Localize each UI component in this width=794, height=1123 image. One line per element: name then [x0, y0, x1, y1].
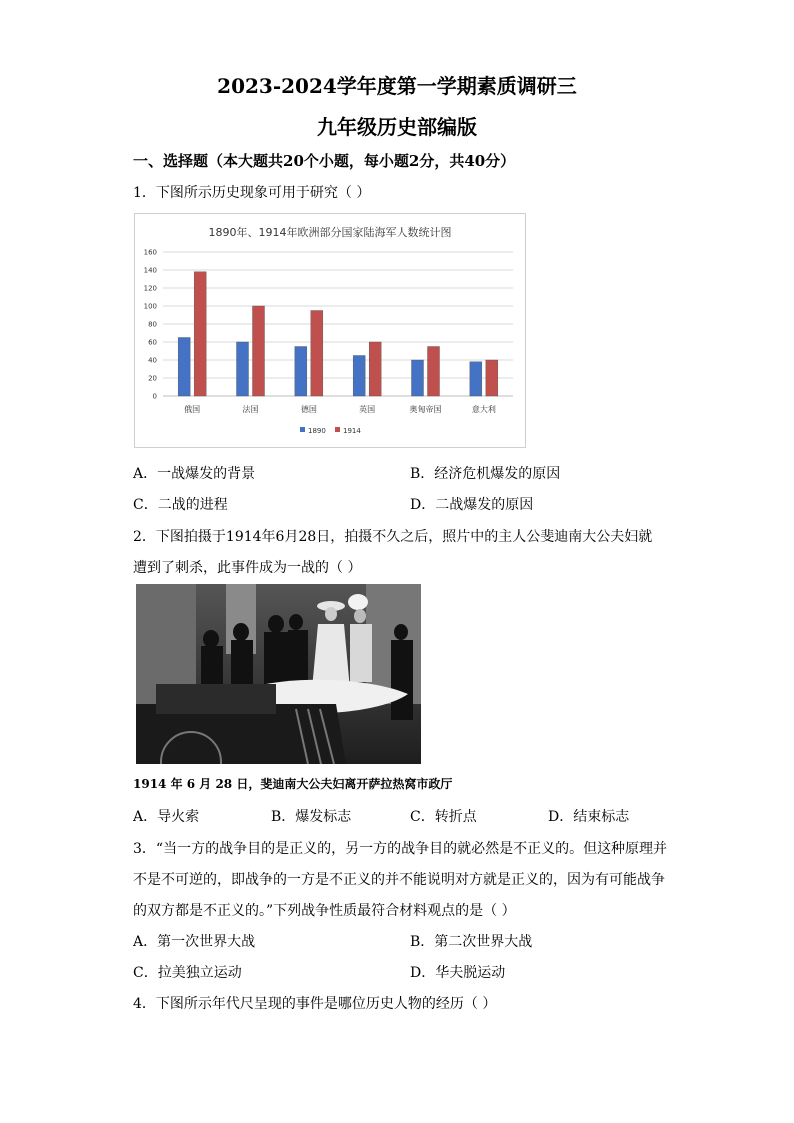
q1-option-c: C．二战的进程 [133, 497, 228, 513]
x-category-label: 俄国 [184, 405, 201, 414]
q2-option-b: B．爆发标志 [271, 809, 352, 825]
bar-1890-2 [295, 347, 307, 397]
bar-1890-5 [470, 362, 482, 396]
q1-option-d: D．二战爆发的原因 [410, 497, 534, 513]
exam-title: 2023-2024学年度第一学期素质调研三 [217, 74, 577, 98]
q3-option-a: A．第一次世界大战 [133, 934, 256, 950]
q1-option-b: B．经济危机爆发的原因 [410, 466, 561, 482]
historical-photo [136, 584, 421, 764]
y-tick-label: 60 [148, 338, 157, 347]
y-tick-label: 160 [143, 248, 157, 257]
q3-option-b: B．第二次世界大战 [410, 934, 533, 950]
question-2-stem-line2: 遭到了刺杀，此事件成为一战的（ ） [133, 560, 362, 576]
q3-option-d: D．华夫脱运动 [410, 965, 506, 981]
photo-caption: 1914 年 6 月 28 日，斐迪南大公夫妇离开萨拉热窝市政厅 [133, 777, 453, 791]
y-tick-label: 80 [148, 320, 157, 329]
bar-1890-1 [237, 342, 249, 396]
bar-1890-3 [353, 356, 365, 397]
exam-subtitle: 九年级历史部编版 [317, 115, 477, 139]
legend-swatch-1914 [335, 427, 340, 432]
question-2-stem-line1: 2．下图拍摄于1914年6月28日，拍摄不久之后，照片中的主人公斐迪南大公夫妇就 [133, 529, 653, 545]
bar-1890-0 [178, 338, 190, 397]
x-category-label: 法国 [242, 405, 259, 414]
question-3-line2: 不是不可逆的，即战争的一方是不正义的并不能说明对方就是正义的，因为有可能战争 [133, 872, 665, 888]
bar-chart-svg [135, 214, 525, 447]
question-3-line3: 的双方都是不正义的。”下列战争性质最符合材料观点的是（ ） [133, 903, 516, 919]
y-tick-label: 100 [143, 302, 157, 311]
legend-label-1914: 1914 [343, 427, 361, 435]
x-category-label: 奥匈帝国 [409, 405, 442, 414]
q2-option-d: D．结束标志 [548, 809, 630, 825]
bar-1914-1 [253, 306, 265, 396]
y-tick-label: 40 [148, 356, 157, 365]
bar-1914-4 [428, 347, 440, 397]
x-category-label: 英国 [359, 405, 376, 414]
bar-1914-2 [311, 311, 323, 397]
question-3-line1: 3．“当一方的战争目的是正义的，另一方的战争目的就必然是不正义的。但这种原理并 [133, 841, 668, 857]
bar-1914-0 [194, 272, 206, 396]
y-tick-label: 0 [152, 392, 157, 401]
q2-option-a: A．导火索 [133, 809, 200, 825]
bar-1914-3 [369, 342, 381, 396]
legend-label-1890: 1890 [308, 427, 326, 435]
section-heading: 一、选择题（本大题共20个小题，每小题2分，共40分） [133, 152, 516, 170]
x-category-label: 德国 [300, 405, 317, 414]
q3-option-c: C．拉美独立运动 [133, 965, 242, 981]
legend-swatch-1890 [300, 427, 305, 432]
y-tick-label: 140 [143, 266, 157, 275]
question-4-stem: 4．下图所示年代尺呈现的事件是哪位历史人物的经历（ ） [133, 996, 497, 1012]
bar-1890-4 [412, 360, 424, 396]
y-tick-label: 120 [143, 284, 157, 293]
chart-title: 1890年、1914年欧洲部分国家陆海军人数统计图 [208, 226, 452, 239]
question-1-stem: 1．下图所示历史现象可用于研究（ ） [133, 185, 371, 201]
bar-1914-5 [486, 360, 498, 396]
q1-option-a: A．一战爆发的背景 [133, 466, 256, 482]
y-tick-label: 20 [148, 374, 157, 383]
bar-chart [134, 213, 526, 448]
q2-option-c: C．转折点 [410, 809, 477, 825]
photo-illustration [136, 584, 421, 764]
x-category-label: 意大利 [471, 405, 496, 414]
